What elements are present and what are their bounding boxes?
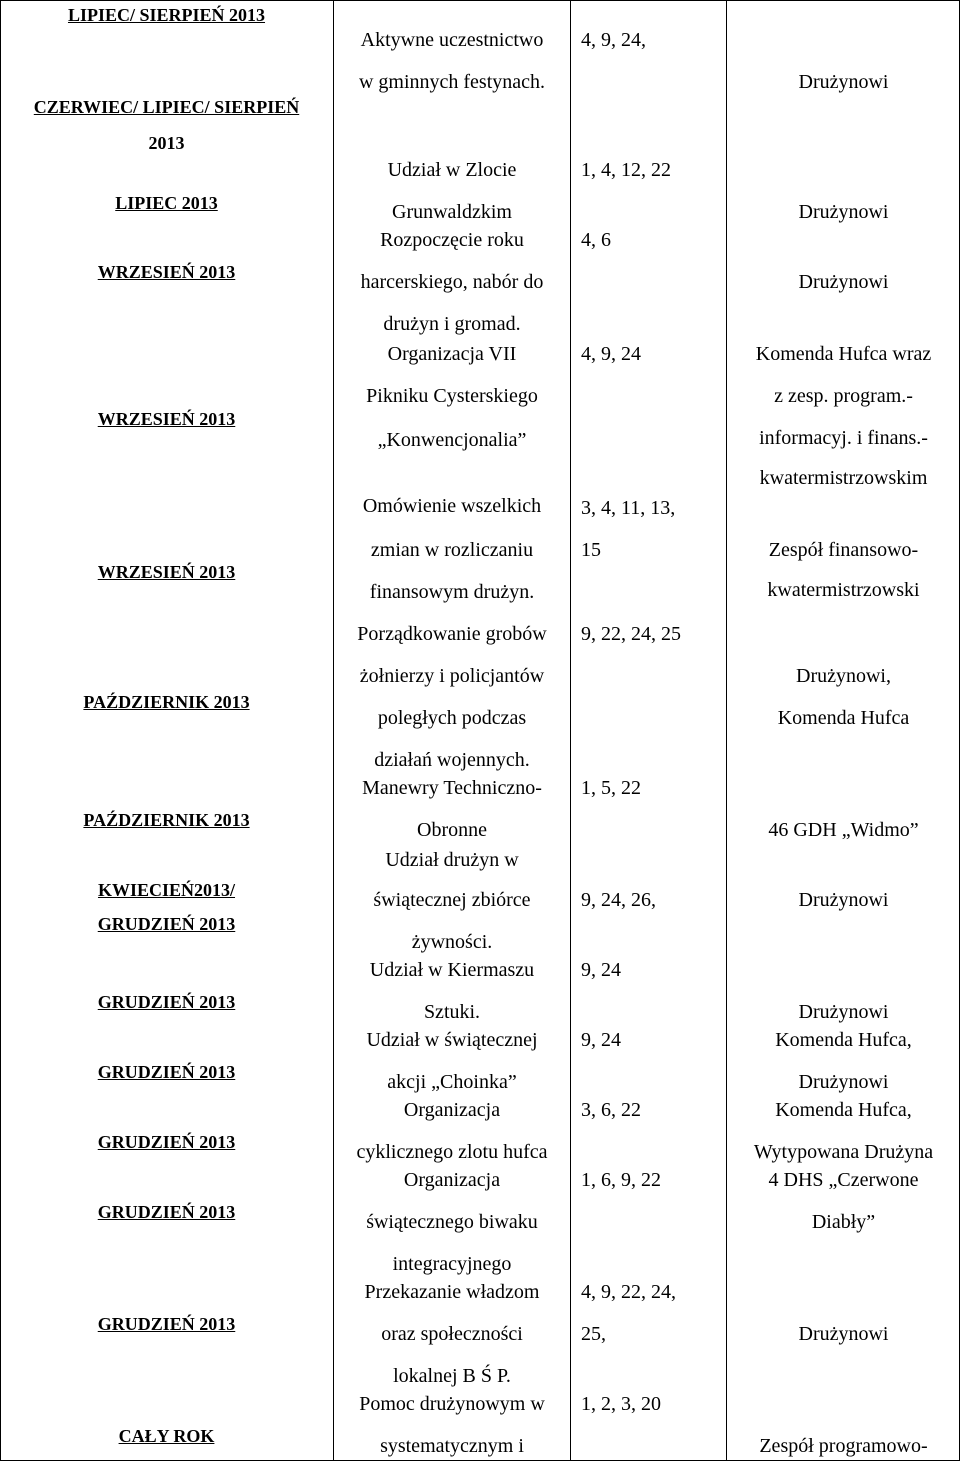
reference-text: 4, 9, 22, 24, [581,1281,676,1303]
date-cell [0,228,333,340]
date-label: CZERWIEC/ LIPIEC/ SIERPIEŃ [33,97,300,117]
reference-cell [571,844,726,956]
reference-cell [571,492,726,616]
responsible-text: Drużynowi [798,271,889,293]
activity-text: Udział w Kiermaszu [369,959,535,981]
activity-text: Manewry Techniczno- [362,777,542,799]
table-row [0,844,960,956]
activity-cell [334,0,570,150]
responsible-text: Komenda Hufca [777,707,910,729]
responsible-cell [727,844,960,956]
activity-cell [334,492,570,616]
reference-cell [571,0,726,150]
date-cell [0,1166,333,1278]
date-label: PAŹDZIERNIK 2013 [83,810,250,830]
responsible-text: 46 GDH „Widmo” [768,819,919,841]
table-row [0,1390,960,1461]
responsible-text: Drużynowi, [796,665,891,687]
table-row [0,616,960,774]
responsible-cell [727,1166,960,1278]
activity-text: systematycznym i [380,1435,524,1457]
reference-text: 4, 6 [581,229,611,251]
activity-text: żołnierzy i policjantów [359,665,545,687]
activity-text: poległych podczas [377,707,527,729]
date-cell [0,844,333,956]
reference-cell [571,1166,726,1278]
reference-cell [571,1390,726,1461]
activity-cell [334,1166,570,1278]
activity-text: Rozpoczęcie roku [380,229,524,251]
date-label: LIPIEC 2013 [115,193,218,213]
responsible-text: Drużynowi [798,889,889,911]
table-row [0,340,960,492]
reference-text: 15 [581,539,601,561]
responsible-text: informacyj. i finans.- [759,427,928,449]
date-label: LIPIEC/ SIERPIEŃ 2013 [67,5,266,25]
responsible-text: Komenda Hufca, [775,1099,912,1121]
activity-cell [334,844,570,956]
table-row [0,492,960,616]
responsible-text: Komenda Hufca wraz [755,343,932,365]
responsible-text: Drużynowi [798,1323,889,1345]
table-row [0,150,960,230]
reference-text: 4, 9, 24, [581,29,646,51]
activity-text: cyklicznego zlotu hufca [356,1141,548,1163]
date-label: WRZESIEŃ 2013 [97,262,236,282]
reference-text: 1, 2, 3, 20 [581,1393,661,1415]
reference-cell [571,150,726,230]
date-label: GRUDZIEŃ 2013 [97,914,236,934]
reference-cell [571,774,726,844]
reference-text: 4, 9, 24 [581,343,641,365]
reference-text: 9, 22, 24, 25 [581,623,681,645]
activity-text: oraz społeczności [381,1323,523,1345]
date-label: WRZESIEŃ 2013 [97,409,236,429]
activity-text: działań wojennych. [374,749,530,771]
responsible-text: Drużynowi [798,201,889,223]
reference-cell [571,956,726,1026]
activity-cell [334,1278,570,1390]
activity-text: integracyjnego [392,1253,512,1275]
responsible-cell [727,956,960,1026]
reference-cell [571,340,726,492]
activity-text: świątecznej zbiórce [373,889,531,911]
responsible-cell [727,1096,960,1166]
date-cell [0,340,333,492]
activity-text: świątecznego biwaku [366,1211,538,1233]
responsible-cell [727,1026,960,1096]
responsible-cell [727,1278,960,1390]
activity-text: Udział drużyn w [385,849,519,871]
activity-text: w gminnych festynach. [358,71,546,93]
activity-text: zmian w rozliczaniu [370,539,534,561]
table-row [0,228,960,340]
date-cell [0,0,333,153]
activity-text: akcji „Choinka” [387,1071,517,1093]
activity-text: Porządkowanie grobów [357,623,547,645]
activity-text: Udział w świątecznej [366,1029,538,1051]
responsible-cell [727,150,960,230]
activity-text: Organizacja [403,1169,501,1191]
table-row [0,1026,960,1096]
reference-text: 1, 6, 9, 22 [581,1169,661,1191]
responsible-text: Drużynowi [798,1001,889,1023]
date-label: PAŹDZIERNIK 2013 [83,692,250,712]
date-cell [0,616,333,774]
table-row [0,1096,960,1166]
responsible-cell [727,228,960,340]
responsible-text: Zespół finansowo- [768,539,919,561]
reference-text: 3, 4, 11, 13, [581,497,676,519]
activity-cell [334,1026,570,1096]
reference-text: 25, [581,1323,606,1345]
responsible-text: Drużynowi [798,71,889,93]
responsible-text: Wytypowana Drużyna [753,1141,934,1163]
responsible-text: Zespół programowo- [759,1435,928,1457]
activity-text: Grunwaldzkim [392,201,512,223]
activity-text: Pikniku Cysterskiego [366,385,538,407]
date-cell [0,492,333,616]
activity-text: Obronne [417,819,487,841]
date-cell [0,1278,333,1390]
responsible-text: 4 DHS „Czerwone [768,1169,919,1191]
responsible-cell [727,492,960,616]
responsible-text: kwatermistrzowskim [759,467,928,489]
responsible-text: Drużynowi [798,1071,889,1093]
activity-text: Omówienie wszelkich [362,495,542,517]
date-label: GRUDZIEŃ 2013 [97,1202,236,1222]
activity-text: drużyn i gromad. [383,313,521,335]
date-label: KWIECIEŃ2013/ [97,880,236,900]
activity-text: Pomoc drużynowym w [359,1393,545,1415]
reference-text: 9, 24 [581,1029,621,1051]
responsible-text: Diabły” [811,1211,876,1233]
activity-text: Przekazanie władzom [364,1281,540,1303]
reference-cell [571,1026,726,1096]
activity-text: Sztuki. [423,1001,481,1023]
date-label: GRUDZIEŃ 2013 [97,1314,236,1334]
responsible-text: z zesp. program.- [774,385,913,407]
table-row [0,774,960,844]
responsible-text: kwatermistrzowski [767,579,920,601]
reference-text: 1, 5, 22 [581,777,641,799]
responsible-cell [727,340,960,492]
activity-cell [334,1096,570,1166]
date-label: WRZESIEŃ 2013 [97,562,236,582]
activity-cell [334,340,570,492]
responsible-cell [727,1390,960,1461]
activity-text: Organizacja VII [387,343,517,365]
activity-cell [334,616,570,774]
date-cell [0,1026,333,1096]
activity-cell [334,956,570,1026]
date-label: GRUDZIEŃ 2013 [97,992,236,1012]
activity-cell [334,1390,570,1461]
reference-text: 3, 6, 22 [581,1099,641,1121]
reference-text: 1, 4, 12, 22 [581,159,671,181]
activity-cell [334,150,570,230]
activity-text: „Konwencjonalia” [377,429,527,451]
date-cell [0,150,333,230]
activity-text: Organizacja [403,1099,501,1121]
activity-text: lokalnej B Ś P. [393,1365,511,1387]
activity-text: Aktywne uczestnictwo [360,29,544,51]
reference-text: 9, 24 [581,959,621,981]
table-row [0,0,960,153]
activity-text: harcerskiego, nabór do [360,271,544,293]
date-cell [0,1390,333,1461]
table-row [0,956,960,1026]
responsible-cell [727,0,960,150]
date-label: 2013 [148,133,185,153]
date-cell [0,774,333,844]
responsible-cell [727,774,960,844]
table-row [0,1278,960,1390]
reference-text: 9, 24, 26, [581,889,656,911]
date-cell [0,1096,333,1166]
date-label: GRUDZIEŃ 2013 [97,1132,236,1152]
date-cell [0,956,333,1026]
reference-cell [571,228,726,340]
table-row [0,1166,960,1278]
responsible-text: Komenda Hufca, [775,1029,912,1051]
reference-cell [571,616,726,774]
date-label: GRUDZIEŃ 2013 [97,1062,236,1082]
date-label: CAŁY ROK [118,1426,215,1446]
activity-cell [334,228,570,340]
activity-text: Udział w Zlocie [387,159,517,181]
reference-cell [571,1278,726,1390]
responsible-cell [727,616,960,774]
activity-text: żywności. [411,931,493,953]
activity-cell [334,774,570,844]
reference-cell [571,1096,726,1166]
activity-text: finansowym drużyn. [369,581,535,603]
